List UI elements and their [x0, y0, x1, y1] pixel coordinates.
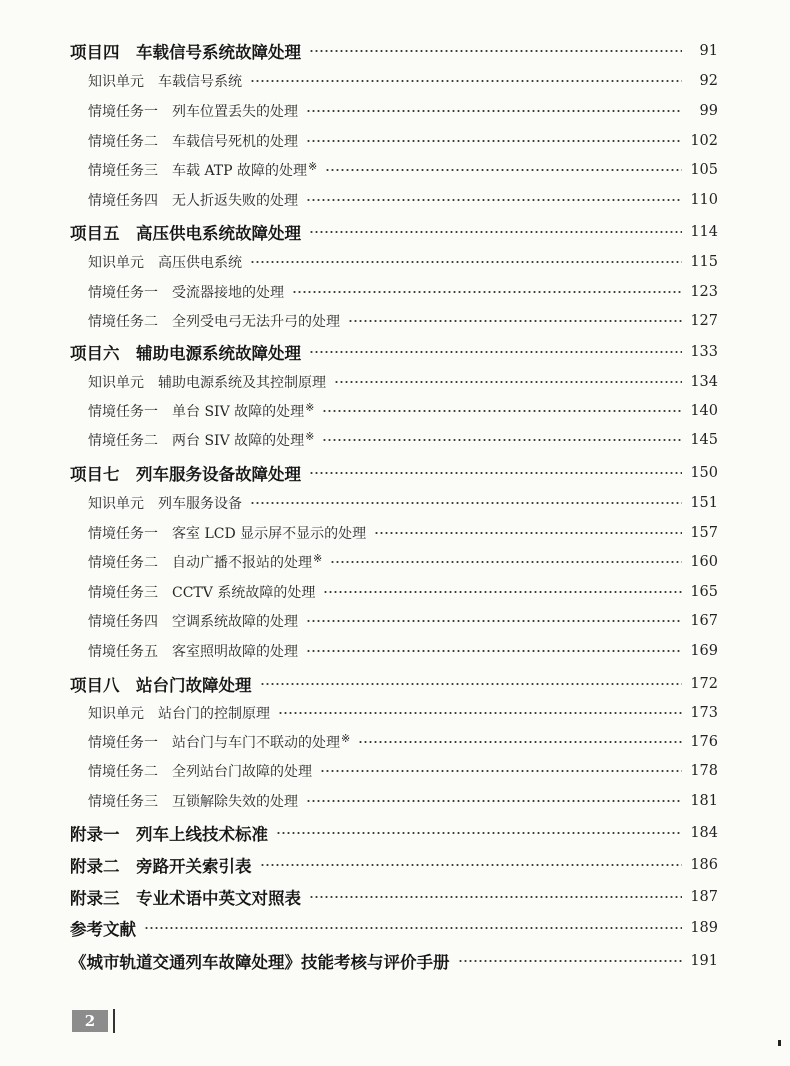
toc-entry-title-text: 知识单元 列车服务设备: [88, 496, 242, 512]
toc-entry-title-text: 知识单元 高压供电系统: [88, 255, 242, 271]
toc-entry-title-text: 情境任务一 列车位置丢失的处理: [88, 104, 298, 120]
toc-entry-title: [70, 821, 268, 845]
toc-page-number: 110: [690, 192, 718, 208]
toc-section-entry[interactable]: [88, 638, 718, 664]
toc-page-number: 165: [690, 584, 718, 600]
toc-section-entry[interactable]: [88, 187, 718, 213]
toc-entry-title-text: 情境任务一 单台 SIV 故障的处理: [88, 404, 305, 420]
toc-entry-title: [88, 160, 317, 180]
toc-entry-title: [70, 39, 301, 63]
toc-entry-title-text: 项目四 车载信号系统故障处理: [70, 43, 301, 62]
toc-entry-title: [88, 131, 298, 151]
dot-leader: [144, 924, 682, 932]
toc-chapter-entry[interactable]: [70, 852, 718, 878]
toc-chapter-entry[interactable]: [70, 38, 718, 64]
toc-entry-title: [88, 71, 242, 91]
toc-entry-title-text: 情境任务四 空调系统故障的处理: [88, 614, 298, 630]
dot-leader: [334, 378, 682, 386]
toc-entry-title: [88, 252, 242, 272]
toc-chapter-entry[interactable]: [70, 219, 718, 245]
toc-page-number: 181: [690, 793, 718, 809]
toc-chapter-entry[interactable]: [70, 460, 718, 486]
toc-section-entry[interactable]: [88, 700, 718, 726]
toc-page-number: 186: [690, 857, 718, 873]
toc-page-number: 169: [690, 643, 718, 659]
toc-section-entry[interactable]: [88, 279, 718, 305]
toc-entry-title: [70, 461, 301, 485]
toc-section-entry[interactable]: [88, 157, 718, 183]
dot-leader: [306, 797, 682, 805]
toc-entry-title-text: 情境任务一 站台门与车门不联动的处理: [88, 735, 340, 751]
reference-mark: ※: [341, 732, 351, 745]
toc-entry-title-text: 附录三 专业术语中英文对照表: [70, 889, 301, 908]
toc-entry-title-text: 情境任务一 受流器接地的处理: [88, 285, 284, 301]
toc-page-number: 178: [690, 763, 718, 779]
toc-page-number: 172: [690, 676, 718, 692]
toc-section-entry[interactable]: [88, 427, 718, 453]
toc-entry-title: [88, 282, 284, 302]
toc-page-number: 189: [690, 920, 718, 936]
toc-entry-title: [88, 372, 326, 392]
toc-section-entry[interactable]: [88, 729, 718, 755]
toc-section-entry[interactable]: [88, 520, 718, 546]
reference-mark: ※: [305, 430, 315, 443]
toc-page-number: 105: [690, 162, 718, 178]
toc-entry-title: [70, 949, 450, 973]
toc-entry-title-text: 项目八 站台门故障处理: [70, 676, 252, 695]
dot-leader: [374, 529, 682, 537]
toc-entry-title-text: 情境任务三 CCTV 系统故障的处理: [88, 585, 316, 601]
toc-page-number: 115: [690, 254, 718, 270]
dot-leader: [276, 829, 682, 837]
toc-entry-title-text: 参考文献: [70, 920, 136, 939]
dot-leader: [320, 767, 682, 775]
toc-entry-title-text: 情境任务二 车载信号死机的处理: [88, 134, 298, 150]
toc-page-number: 160: [690, 554, 718, 570]
dot-leader: [358, 738, 682, 746]
dot-leader: [325, 166, 682, 174]
toc-page-number: 176: [690, 734, 718, 750]
toc-entry-title-text: 附录二 旁路开关索引表: [70, 857, 252, 876]
toc-entry-title: [88, 761, 312, 781]
dot-leader: [348, 317, 682, 325]
reference-mark: ※: [305, 401, 315, 414]
page-number: 2: [72, 1010, 108, 1032]
toc-entry-title-text: 知识单元 车载信号系统: [88, 74, 242, 90]
toc-section-entry[interactable]: [88, 398, 718, 424]
dot-leader: [250, 499, 682, 507]
toc-chapter-entry[interactable]: [70, 671, 718, 697]
toc-section-entry[interactable]: [88, 308, 718, 334]
toc-page-number: 167: [690, 613, 718, 629]
toc-chapter-entry[interactable]: [70, 339, 718, 365]
toc-section-entry[interactable]: [88, 68, 718, 94]
toc-entry-title-text: 情境任务二 全列站台门故障的处理: [88, 764, 312, 780]
dot-leader: [309, 228, 682, 236]
toc-section-entry[interactable]: [88, 369, 718, 395]
toc-entry-title: [70, 340, 301, 364]
page-number-divider: [113, 1009, 115, 1033]
toc-entry-title: [88, 703, 270, 723]
toc-entry-title: [88, 101, 298, 121]
toc-entry-title-text: 情境任务二 自动广播不报站的处理: [88, 555, 312, 571]
dot-leader: [309, 893, 682, 901]
toc-page-number: 173: [690, 705, 718, 721]
toc-page-number: 123: [690, 284, 718, 300]
toc-section-entry[interactable]: [88, 128, 718, 154]
toc-entry-title: [70, 853, 252, 877]
toc-entry-title: [88, 552, 322, 572]
toc-page-number: 114: [690, 224, 718, 240]
toc-chapter-entry[interactable]: [70, 884, 718, 910]
toc-entry-title-text: 情境任务四 无人折返失败的处理: [88, 193, 298, 209]
dot-leader: [458, 957, 683, 965]
toc-page-number: 134: [690, 374, 718, 390]
toc-section-entry[interactable]: [88, 788, 718, 814]
toc-section-entry[interactable]: [88, 579, 718, 605]
toc-page-number: 91: [699, 43, 718, 59]
dot-leader: [306, 617, 682, 625]
toc-entry-title: [70, 916, 136, 940]
dot-leader: [330, 558, 682, 566]
toc-page-number: 145: [690, 432, 718, 448]
toc-entry-title: [88, 190, 298, 210]
toc-entry-title-text: 情境任务三 互锁解除失效的处理: [88, 794, 298, 810]
dot-leader: [250, 258, 682, 266]
dot-leader: [322, 436, 682, 444]
toc-entry-title: [88, 732, 350, 752]
dot-leader: [322, 407, 682, 415]
reference-mark: ※: [308, 160, 318, 173]
toc-section-entry[interactable]: [88, 758, 718, 784]
dot-leader: [306, 647, 682, 655]
toc-entry-title-text: 项目五 高压供电系统故障处理: [70, 224, 301, 243]
toc-page-number: 151: [690, 495, 718, 511]
toc-entry-title-text: 情境任务一 客室 LCD 显示屏不显示的处理: [88, 526, 367, 542]
toc-entry-title: [70, 220, 301, 244]
dot-leader: [278, 709, 682, 717]
toc-entry-title: [88, 641, 298, 661]
toc-section-entry[interactable]: [88, 608, 718, 634]
dot-leader: [250, 77, 682, 85]
toc-entry-title-text: 情境任务二 两台 SIV 故障的处理: [88, 433, 305, 449]
toc-entry-title-text: 项目六 辅助电源系统故障处理: [70, 344, 301, 363]
dot-leader: [306, 196, 682, 204]
toc-section-entry[interactable]: [88, 549, 718, 575]
toc-page-number: 187: [690, 889, 718, 905]
toc-entry-title-text: 知识单元 辅助电源系统及其控制原理: [88, 375, 326, 391]
dot-leader: [309, 348, 682, 356]
dot-leader: [306, 107, 682, 115]
toc-entry-title-text: 附录一 列车上线技术标准: [70, 825, 268, 844]
toc-chapter-entry[interactable]: [70, 820, 718, 846]
toc-page-number: 133: [690, 344, 718, 360]
toc-section-entry[interactable]: [88, 98, 718, 124]
toc-page-number: 150: [690, 465, 718, 481]
dot-leader: [306, 137, 682, 145]
toc-entry-title: [88, 311, 340, 331]
toc-page-number: 140: [690, 403, 718, 419]
toc-entry-title: [88, 791, 298, 811]
toc-page-number: 99: [699, 103, 718, 119]
toc-entry-title: [70, 672, 252, 696]
toc-entry-title: [88, 430, 314, 450]
toc-entry-title-text: 情境任务三 车载 ATP 故障的处理: [88, 163, 308, 179]
scan-mark: [778, 1040, 781, 1046]
toc-section-entry[interactable]: [88, 249, 718, 275]
toc-page-number: 191: [690, 953, 718, 969]
toc-page-number: 102: [690, 133, 718, 149]
toc-entry-title: [88, 582, 315, 602]
dot-leader: [260, 680, 683, 688]
dot-leader: [292, 288, 682, 296]
toc-entry-title: [88, 611, 298, 631]
toc-entry-title-text: 《城市轨道交通列车故障处理》技能考核与评价手册: [70, 953, 450, 972]
toc-entry-title: [88, 493, 242, 513]
toc-chapter-entry[interactable]: [70, 948, 718, 974]
toc-page-number: 184: [690, 825, 718, 841]
toc-chapter-entry[interactable]: [70, 915, 718, 941]
toc-page-number: 92: [699, 73, 718, 89]
dot-leader: [323, 588, 682, 596]
toc-page-number: 127: [690, 313, 718, 329]
dot-leader: [309, 47, 682, 55]
toc-entry-title-text: 情境任务二 全列受电弓无法升弓的处理: [88, 314, 340, 330]
reference-mark: ※: [313, 552, 323, 565]
toc-entry-title-text: 情境任务五 客室照明故障的处理: [88, 644, 298, 660]
dot-leader: [260, 861, 683, 869]
toc-page-number: 157: [690, 525, 718, 541]
toc-entry-title-text: 项目七 列车服务设备故障处理: [70, 465, 301, 484]
toc-entry-title: [70, 885, 301, 909]
toc-section-entry[interactable]: [88, 490, 718, 516]
dot-leader: [309, 469, 682, 477]
toc-entry-title: [88, 401, 314, 421]
toc-entry-title-text: 知识单元 站台门的控制原理: [88, 706, 270, 722]
toc-entry-title: [88, 523, 366, 543]
